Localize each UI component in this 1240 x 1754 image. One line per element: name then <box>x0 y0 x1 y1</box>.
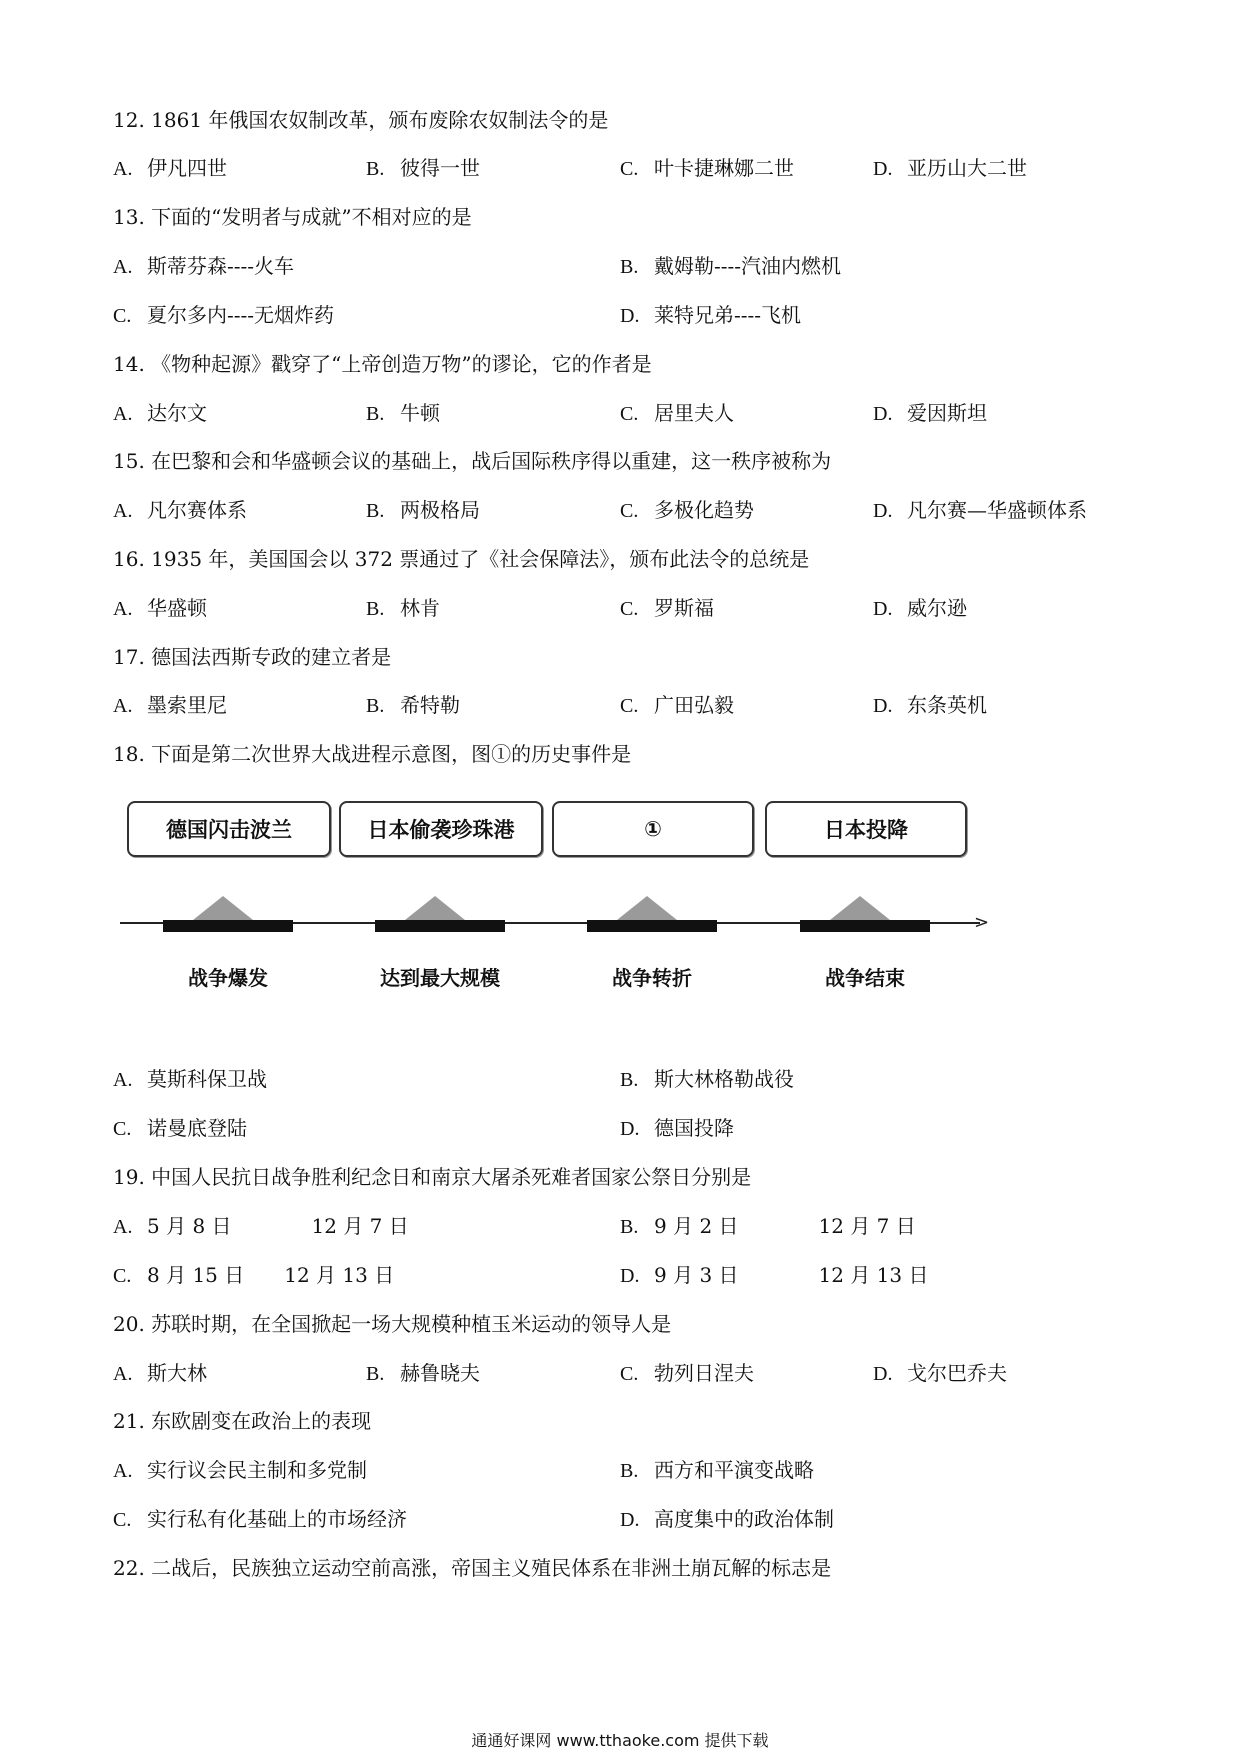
q20-option-b[interactable]: B. 赫鲁晓夫 <box>366 1361 480 1385</box>
q20-option-c[interactable]: C. 勃列日涅夫 <box>620 1361 754 1385</box>
q18-option-b[interactable]: B. 斯大林格勒战役 <box>620 1067 794 1091</box>
q19-option-b[interactable]: B. 9 月 2 日 12 月 7 日 <box>620 1214 916 1238</box>
q19-option-d[interactable]: D. 9 月 3 日 12 月 13 日 <box>620 1263 929 1287</box>
q16-option-b[interactable]: B. 林肯 <box>366 596 440 620</box>
q19-option-a[interactable]: A. 5 月 8 日 12 月 7 日 <box>113 1214 409 1238</box>
question-14-stem: 14. 《物种起源》戳穿了“上帝创造万物”的谬论，它的作者是 <box>113 352 652 376</box>
q15-option-b[interactable]: B. 两极格局 <box>366 498 480 522</box>
q21-option-b[interactable]: B. 西方和平演变战略 <box>620 1458 814 1482</box>
q12-option-a[interactable]: A. 伊凡四世 <box>113 156 227 180</box>
q13-option-d[interactable]: D. 莱特兄弟----飞机 <box>620 303 802 327</box>
question-20-stem: 20. 苏联时期，在全国掀起一场大规模种植玉米运动的领导人是 <box>113 1312 672 1336</box>
q13-option-b[interactable]: B. 戴姆勒----汽油内燃机 <box>620 254 842 278</box>
event-box-4: 日本投降 <box>765 801 967 857</box>
question-21-stem: 21. 东欧剧变在政治上的表现 <box>113 1409 372 1433</box>
stage-label-3: 战争转折 <box>612 966 692 990</box>
stage-label-1: 战争爆发 <box>188 966 268 990</box>
event-box-3: ① <box>552 801 754 857</box>
q12-option-d[interactable]: D. 亚历山大二世 <box>873 156 1027 180</box>
event-box-1: 德国闪击波兰 <box>127 801 331 857</box>
q16-option-c[interactable]: C. 罗斯福 <box>620 596 714 620</box>
question-19-stem: 19. 中国人民抗日战争胜利纪念日和南京大屠杀死难者国家公祭日分别是 <box>113 1165 752 1189</box>
q17-option-a[interactable]: A. 墨索里尼 <box>113 693 227 717</box>
q14-option-b[interactable]: B. 牛顿 <box>366 401 440 425</box>
q15-option-d[interactable]: D. 凡尔赛—华盛顿体系 <box>873 498 1087 522</box>
question-13-stem: 13. 下面的“发明者与成就”不相对应的是 <box>113 205 472 229</box>
q17-option-b[interactable]: B. 希特勒 <box>366 693 460 717</box>
q21-option-c[interactable]: C. 实行私有化基础上的市场经济 <box>113 1507 407 1531</box>
stage-label-4: 战争结束 <box>825 966 905 990</box>
q17-option-c[interactable]: C. 广田弘毅 <box>620 693 734 717</box>
q15-option-a[interactable]: A. 凡尔赛体系 <box>113 498 247 522</box>
q14-option-a[interactable]: A. 达尔文 <box>113 401 207 425</box>
stage-bar-2 <box>375 920 505 932</box>
stage-bar-3 <box>587 920 717 932</box>
q18-option-d[interactable]: D. 德国投降 <box>620 1116 734 1140</box>
q17-option-d[interactable]: D. 东条英机 <box>873 693 987 717</box>
question-17-stem: 17. 德国法西斯专政的建立者是 <box>113 645 392 669</box>
q12-option-b[interactable]: B. 彼得一世 <box>366 156 480 180</box>
q15-option-c[interactable]: C. 多极化趋势 <box>620 498 754 522</box>
marker-triangle-3 <box>617 896 677 920</box>
page-footer[interactable]: 通通好课网 www.tthaoke.com 提供下载 <box>471 1731 769 1750</box>
q20-option-d[interactable]: D. 戈尔巴乔夫 <box>873 1361 1007 1385</box>
question-12-stem: 12. 1861 年俄国农奴制改革，颁布废除农奴制法令的是 <box>113 108 609 132</box>
q20-option-a[interactable]: A. 斯大林 <box>113 1361 207 1385</box>
arrow-head-icon: > <box>974 912 990 933</box>
question-22-stem: 22. 二战后，民族独立运动空前高涨，帝国主义殖民体系在非洲土崩瓦解的标志是 <box>113 1556 832 1580</box>
q21-option-a[interactable]: A. 实行议会民主制和多党制 <box>113 1458 367 1482</box>
q16-option-d[interactable]: D. 威尔逊 <box>873 596 967 620</box>
event-box-2: 日本偷袭珍珠港 <box>339 801 543 857</box>
q14-option-c[interactable]: C. 居里夫人 <box>620 401 734 425</box>
q12-option-c[interactable]: C. 叶卡捷琳娜二世 <box>620 156 794 180</box>
stage-bar-1 <box>163 920 293 932</box>
question-15-stem: 15. 在巴黎和会和华盛顿会议的基础上，战后国际秩序得以重建，这一秩序被称为 <box>113 449 832 473</box>
q18-option-c[interactable]: C. 诺曼底登陆 <box>113 1116 247 1140</box>
q13-option-c[interactable]: C. 夏尔多内----无烟炸药 <box>113 303 335 327</box>
q21-option-d[interactable]: D. 高度集中的政治体制 <box>620 1507 834 1531</box>
stage-bar-4 <box>800 920 930 932</box>
q14-option-d[interactable]: D. 爱因斯坦 <box>873 401 987 425</box>
q18-option-a[interactable]: A. 莫斯科保卫战 <box>113 1067 267 1091</box>
question-18-stem: 18. 下面是第二次世界大战进程示意图，图①的历史事件是 <box>113 742 632 766</box>
marker-triangle-1 <box>193 896 253 920</box>
marker-triangle-4 <box>830 896 890 920</box>
q13-option-a[interactable]: A. 斯蒂芬森----火车 <box>113 254 295 278</box>
stage-label-2: 达到最大规模 <box>380 966 500 990</box>
question-16-stem: 16. 1935 年，美国国会以 372 票通过了《社会保障法》，颁布此法令的总统是 <box>113 547 810 571</box>
q19-option-c[interactable]: C. 8 月 15 日 12 月 13 日 <box>113 1263 395 1287</box>
marker-triangle-2 <box>405 896 465 920</box>
q16-option-a[interactable]: A. 华盛顿 <box>113 596 207 620</box>
